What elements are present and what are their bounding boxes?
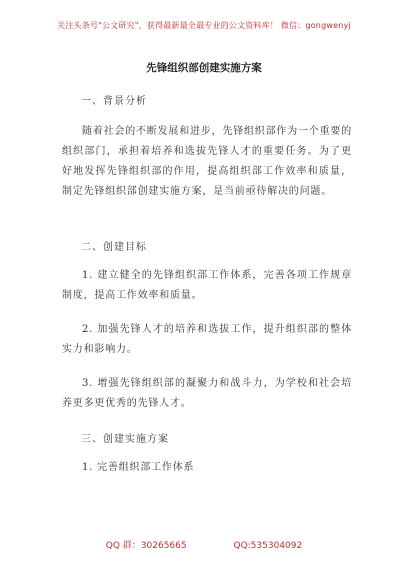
section-heading-background: 一、背景分析	[81, 96, 147, 107]
section-heading-plan: 三、创建实施方案	[81, 434, 169, 445]
paragraph-background: 随着社会的不断发展和进步，先锋组织部作为一个重要的组织部门，承担着培养和选拔先锋人才的重要任务。为了更好地发挥先锋组织部的作用，提高组织部工作效率和质量，制定先锋组织部创建实施方案，是当前亟待解决的问题。	[62, 126, 352, 197]
paragraph-goal-2: 2. 加强先锋人才的培养和选拔工作，提升组织部的整体实力和影响力。	[62, 324, 352, 355]
paragraph-goal-1: 1. 建立健全的先锋组织部工作体系，完善各项工作规章制度，提高工作效率和质量。	[62, 270, 352, 301]
document-title: 先锋组织部创建实施方案	[146, 62, 262, 74]
footer	[0, 538, 408, 551]
footer-qq-group: QQ 群：30265665	[105, 541, 187, 551]
paragraph-goal-3: 3. 增强先锋组织部的凝聚力和战斗力，为学校和社会培养更多更优秀的先锋人才。	[62, 378, 352, 409]
footer-qq: QQ:535304092	[233, 541, 303, 551]
section-heading-goals: 二、创建目标	[81, 242, 147, 253]
paragraph-plan-1: 1. 完善组织部工作体系	[82, 462, 195, 473]
header-banner: 关注头条号"公文研究"，获得最新最全最专业的公文资料库！ 微信：gongwenyj	[57, 21, 351, 30]
